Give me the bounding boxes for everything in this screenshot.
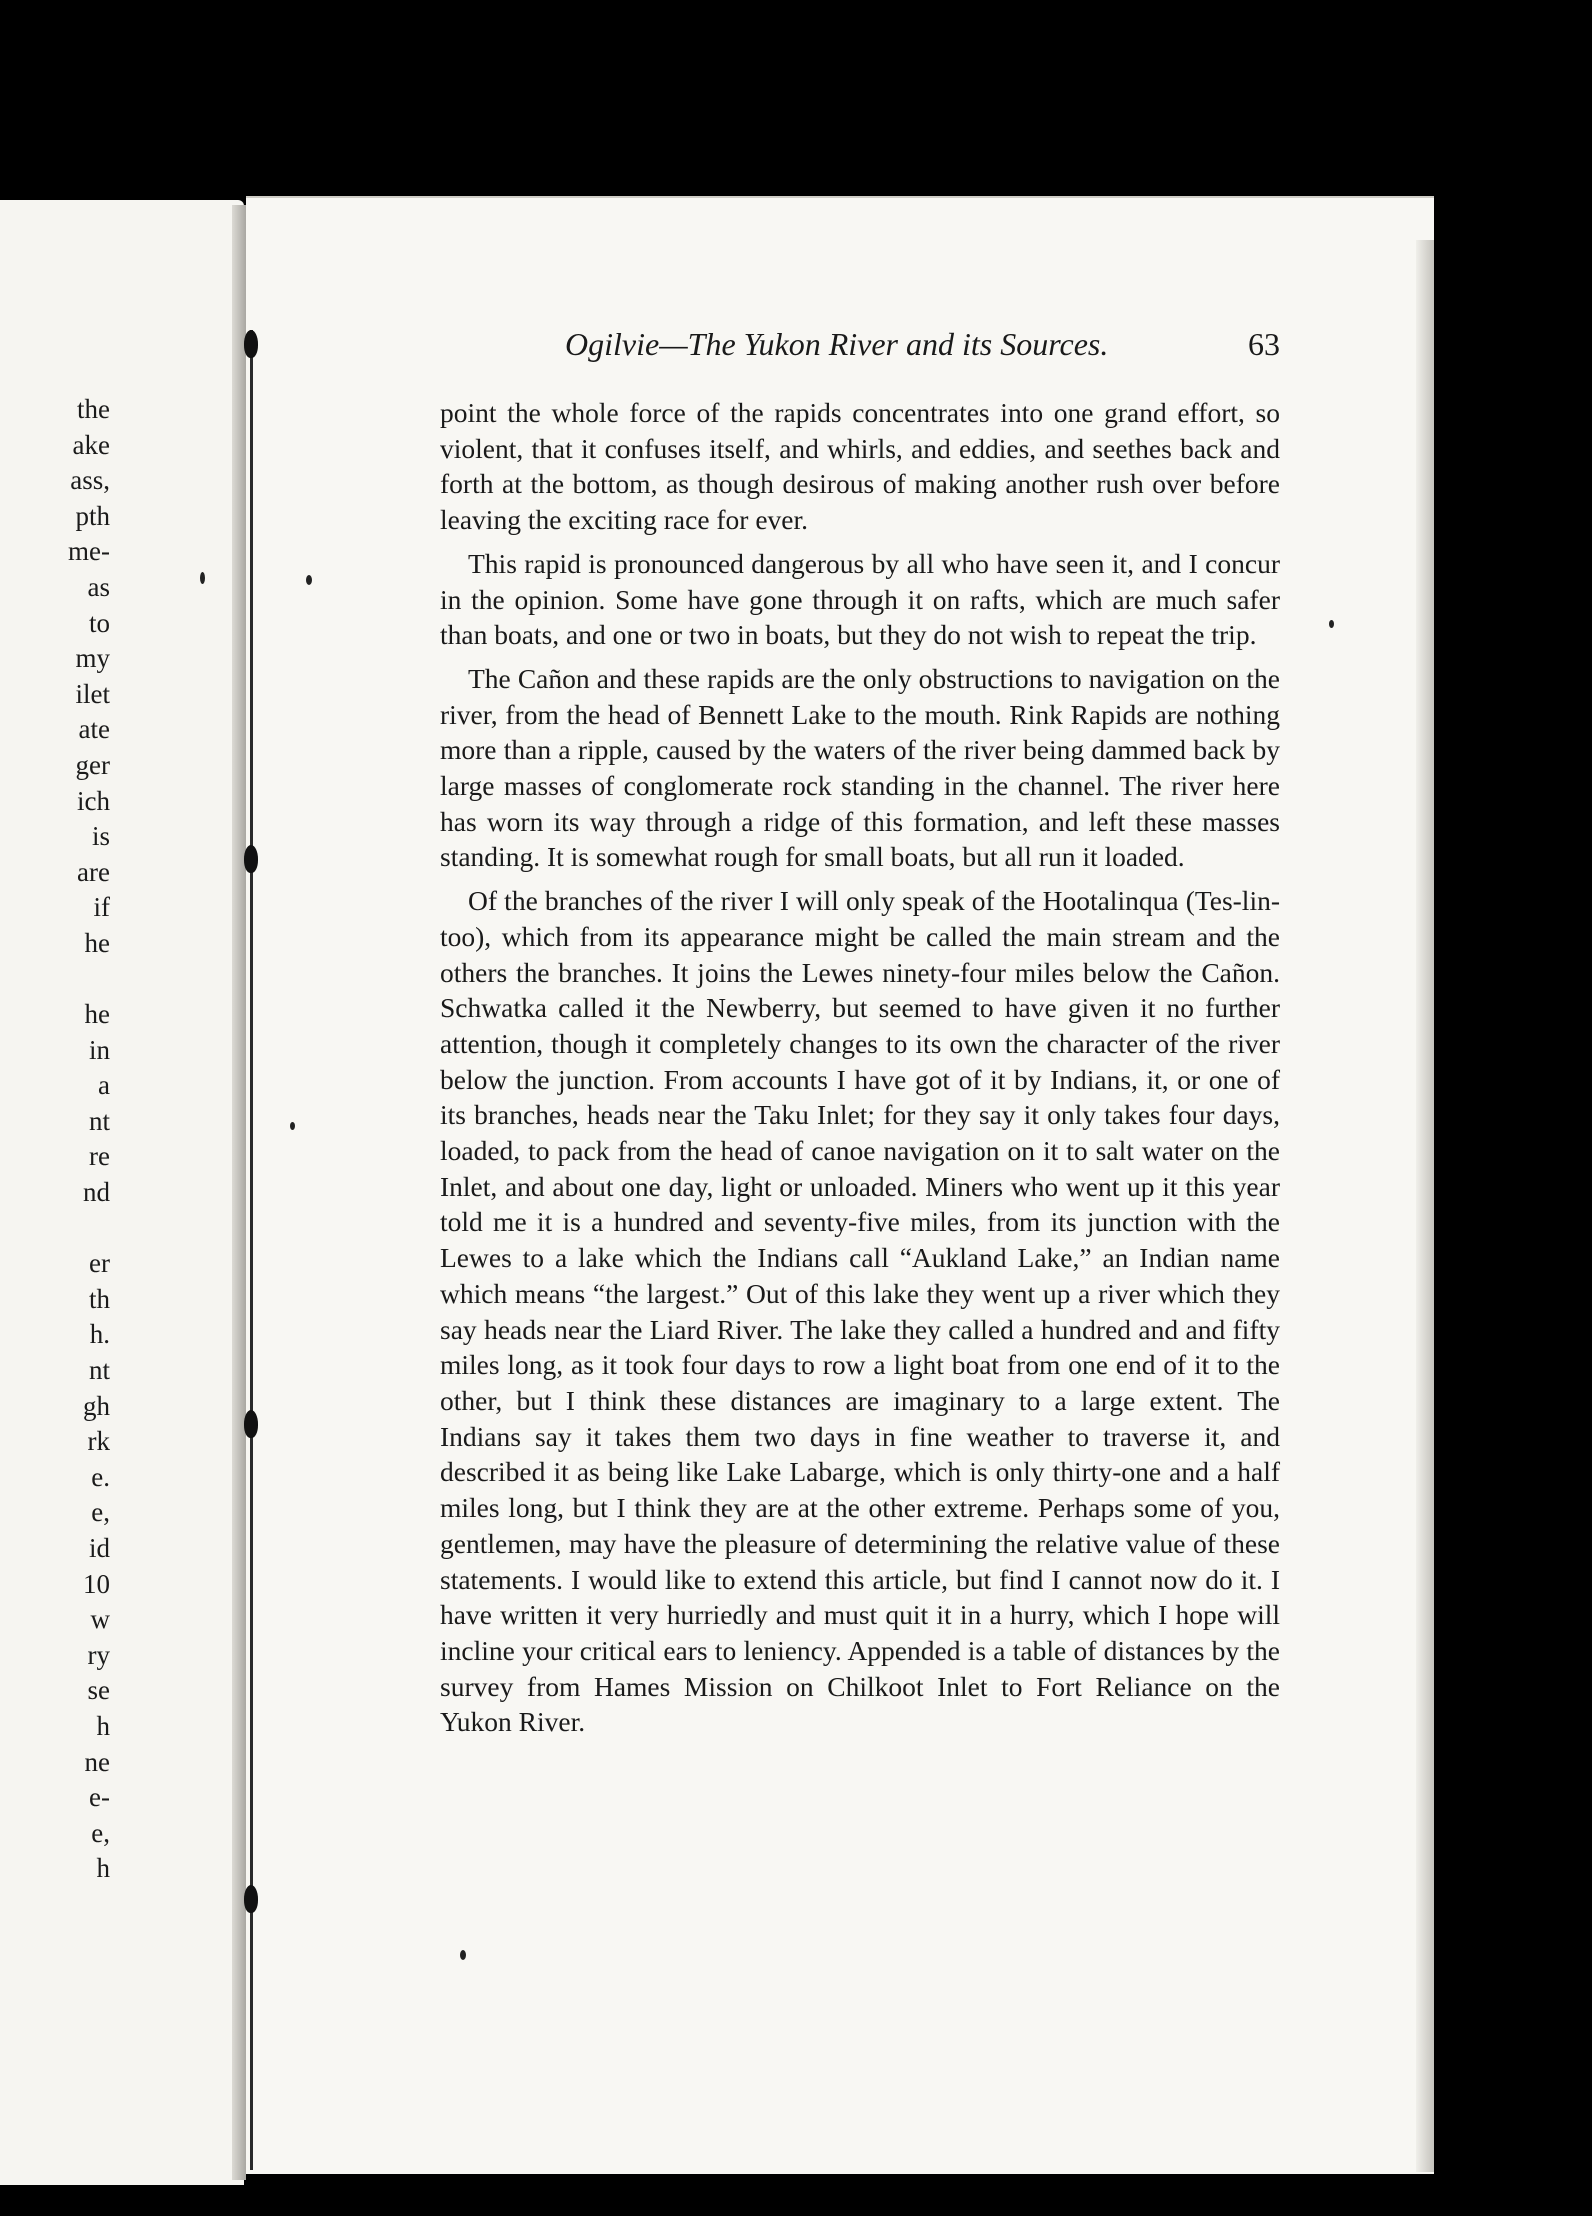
paragraph-gap [0,962,110,998]
line-fragment: to [88,607,110,638]
line-fragment: ilet [75,678,110,709]
line-fragment: he [84,927,110,958]
line-fragment: ate [78,714,110,745]
line-fragment: ich [77,785,110,816]
line-fragment: me- [68,536,110,567]
line-fragment: nt [88,1105,110,1136]
page-gutter-shadow [232,205,246,2180]
paragraph: point the whole force of the rapids concentrates into one grand effort, so violent, that it confuses itself, and whirls, and eddies, and seethes back and forth at the bottom, as though desirous of making another rush over before leaving the exciting race for ever. [440,397,1280,536]
line-fragment: the [77,394,110,424]
line-fragment: are [77,856,110,887]
paragraph: The Cañon and these rapids are the only obstructions to navigation on the river, from the head of Bennett Lake to the mouth. Rink Rapids are nothing more than a ripple, caused by the waters of the river being dammed back by large masses of conglomerate rock standing in the channel. The river here has worn its way through a ridge of this formation, and left these masses standing. It is somewhat rough for small boats, but all run it loaded. [440,662,1280,873]
line-fragment: th [88,1283,110,1314]
line-fragment: er [89,1248,110,1279]
line-fragment: e, [91,1817,110,1848]
running-head [565,326,1365,372]
line-fragment: h [96,1710,110,1741]
line-fragment: ake [72,429,110,460]
binding-stitch-mark [244,1410,258,1438]
line-fragment: se [87,1675,110,1706]
line-fragment: as [87,571,110,602]
line-fragment: ger [75,749,110,780]
page-edge-shadow [1416,240,1434,2172]
article-body [440,395,1280,1748]
line-fragment: re [89,1141,110,1172]
line-fragment: ry [87,1639,110,1670]
line-fragment: ass, [70,465,110,496]
line-fragment: id [88,1533,110,1563]
paragraph-gap [0,1211,110,1247]
line-fragment: e, [91,1497,110,1528]
ink-speck [1329,620,1334,628]
line-fragment: rk [87,1426,110,1457]
line-fragment: my [75,643,110,674]
line-fragment: if [93,892,110,923]
line-fragment: h. [89,1319,110,1350]
ink-speck [306,575,312,585]
line-fragment: nd [83,1177,110,1208]
line-fragment: w [90,1604,110,1635]
ink-speck [200,572,205,584]
binding-stitch-mark [244,1885,258,1913]
ink-speck [290,1122,295,1130]
line-fragment: he [84,999,110,1030]
page-number: 63 [1248,326,1280,362]
line-fragment: e- [89,1782,110,1813]
paragraph: Of the branches of the river I will only speak of the Hootalinqua (Tes-lin-too), which from its appearance might be called the main stream and the others the branches. It joins the Lewes ninety-four miles below the Cañon. Schwatka called it the Newberry, but seemed to have given it no further attention, though it completely changes to its own the character of the river below the junction. From accounts I have got of it by Indians, it, or one of its branches, heads near the Taku Inlet; for they say it only takes four days, loaded, to pack from the head of canoe navigation on it to salt water on the Inlet, and about one day, light or unloaded. Miners who went up it this year told me it is a hundred and seventy-five miles, from its junction with the Lewes to a lake which the Indians call “Aukland Lake,” an Indian name which means “the largest.” Out of this lake they went up a river which they say heads near the Liard River. The lake they called a hundred and and fifty miles long, as it took four days to row a light boat from one end of it to the other, but I think these distances are imaginary to a large extent. The Indians say it takes them two days in fine weather to traverse it, and described it as being like Lake Labarge, which is only thirty-one and a half miles long, but I think they are at the other extreme. Perhaps some of you, gentlemen, may have the pleasure of determining the relative value of these statements. I would like to extend this article, but find I cannot now do it. I have written it very hurriedly and must quit it in a hurry, which I hope will incline your critical ears to leniency. Appended is a table of distances by the survey from Hames Mission on Chilkoot Inlet to Fort Reliance on the Yukon River. [440,885,1280,1738]
previous-page-line-endings [0,392,110,1887]
line-fragment: e. [91,1461,110,1492]
binding-stitch-mark [244,845,258,873]
ink-speck [460,1950,466,1960]
line-fragment: gh [83,1390,110,1421]
running-title: Ogilvie—The Yukon River and its Sources. [565,326,1109,362]
line-fragment: pth [75,500,110,531]
line-fragment: ne [84,1746,110,1777]
line-fragment: in [88,1034,110,1065]
line-fragment: a [98,1070,110,1101]
line-fragment: 10 [83,1568,110,1599]
line-fragment: is [91,821,110,852]
line-fragment: nt [88,1355,110,1386]
paragraph: This rapid is pronounced dangerous by all who have seen it, and I concur in the opinion. Some have gone through it on rafts, which are much safer than boats, and one or two in boats, but they do not wish to repeat the trip. [440,547,1280,651]
binding-stitch-mark [244,330,258,358]
line-fragment: h [96,1853,110,1884]
